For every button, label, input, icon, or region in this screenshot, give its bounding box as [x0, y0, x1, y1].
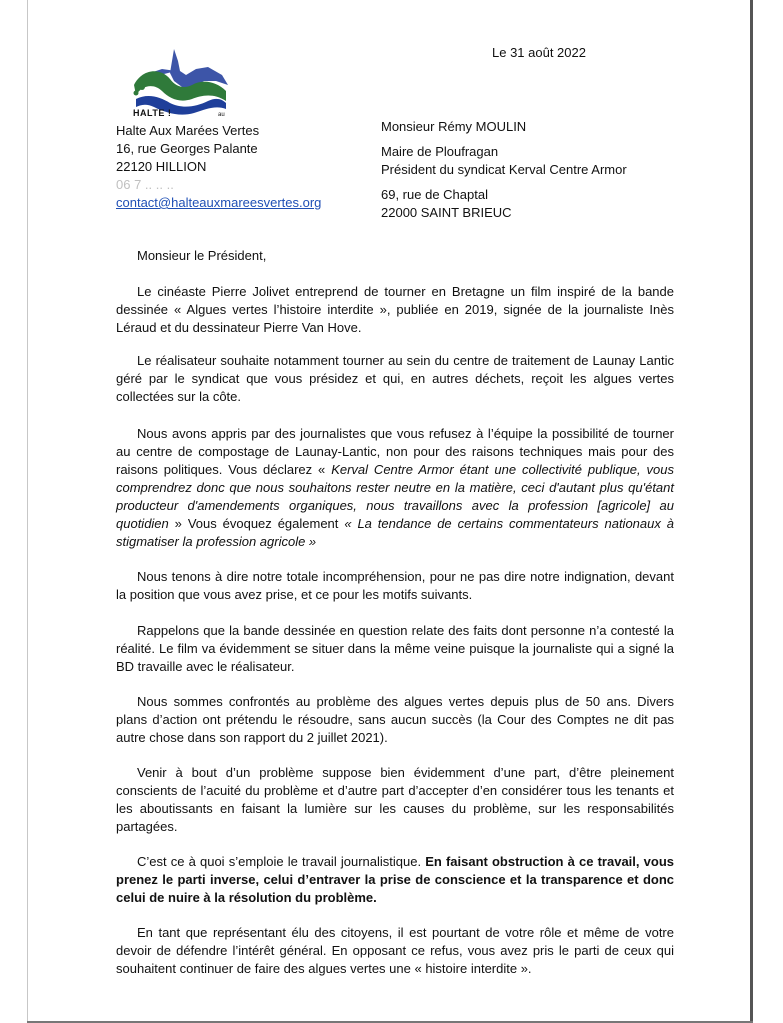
paragraph-9-text: En tant que représentant élu des citoyens, il est pourtant de votre rôle et même de votre devoir de défendre l’intérêt général. En opposant ce refus, vous avez pris le parti de ceux qui souhaitent continuer de faire des algues vertes une « histoire interdite ».: [116, 925, 674, 976]
paragraph-8-intro: C’est ce à quoi s’emploie le travail journalistique.: [137, 854, 426, 869]
paragraph-1-text: Le cinéaste Pierre Jolivet entreprend de tourner en Bretagne un film inspiré de la bande dessinée « Algues vertes l’histoire interdite », publiée en 2019, signée de la journaliste Inès Léraud et du dessinateur Pierre Van Hove.: [116, 284, 674, 335]
recipient-name: Monsieur Rémy MOULIN: [381, 119, 527, 134]
paragraph-3-link: » Vous évoquez également: [168, 516, 345, 531]
sender-email-link[interactable]: contact@halteauxmareesvertes.org: [116, 195, 322, 210]
paragraph-4: [116, 568, 674, 604]
paragraph-3-quote-1: Kerval Centre Armor étant une collectivité publique, vous comprendrez donc que nous souhaitons rester neutre en la matière, ceci d'autant plus qu'étant producteur d'amendements organiques, nous travaillons avec la profession [agricole] au quotidien: [116, 462, 674, 531]
salutation: [116, 247, 674, 265]
sender-name: Halte Aux Marées Vertes: [116, 123, 260, 138]
paragraph-4-text: Nous tenons à dire notre totale incompréhension, pour ne pas dire notre indignation, devant la position que vous avez prise, et ce pour les motifs suivants.: [116, 569, 674, 602]
logo-wordmark-small: au: [218, 112, 225, 118]
sender-street: 16, rue Georges Palante: [116, 141, 258, 156]
paragraph-2-text: Le réalisateur souhaite notamment tourner au sein du centre de traitement de Launay Lantic géré par le syndicat que vous présidez et qui, en autres déchets, reçoit les algues vertes collectées sur la côte.: [116, 353, 674, 404]
paragraph-5-text: Rappelons que la bande dessinée en question relate des faits dont personne n’a contesté la réalité. Le film va évidemment se situer dans la même veine puisque la journaliste qui a signé la BD travaille avec le réalisateur.: [116, 623, 674, 674]
recipient-street: 69, rue de Chaptal: [381, 187, 488, 202]
recipient-title-president: Président du syndicat Kerval Centre Armor: [381, 162, 627, 177]
sender-address: [116, 122, 321, 212]
paragraph-5: [116, 622, 674, 676]
paragraph-8-text: [116, 853, 674, 907]
paragraph-7: [116, 764, 674, 836]
paragraph-3: [116, 425, 674, 551]
recipient-city: 22000 SAINT BRIEUC: [381, 205, 512, 220]
paragraph-9: [116, 924, 674, 978]
paragraph-3-intro: Nous avons appris par des journalistes que vous refusez à l’équipe la possibilité de tourner au centre de compostage de Launay-Lantic, non pour des raisons techniques mais pour des raisons politiques. Vous déclarez «: [116, 426, 674, 477]
letter-date: Le 31 août 2022: [492, 45, 586, 60]
paragraph-8-emphasis: En faisant obstruction à ce travail, vous prenez le parti inverse, celui d’entraver la prise de conscience et la transparence et donc celui de nuire à la résolution du problème.: [116, 854, 674, 905]
paragraph-6: [116, 693, 674, 747]
paragraph-3-text: [116, 425, 674, 551]
page-edge-left: [27, 0, 28, 1023]
paragraph-7-text: Venir à bout d’un problème suppose bien évidemment d’une part, d’être pleinement conscients de l’acuité du problème et d’autre part d’accepter d’en considérer tous les tenants et les aboutissants en faisant la lumière sur les causes du problème, sur les responsabilités partagées.: [116, 765, 674, 834]
recipient-address: [381, 118, 627, 222]
sender-city: 22120 HILLION: [116, 159, 207, 174]
sender-phone: 06 7 .. .. ..: [116, 177, 174, 192]
paragraph-1: [116, 283, 674, 337]
paragraph-2: [116, 352, 674, 406]
recipient-title-mayor: Maire de Ploufragan: [381, 144, 499, 159]
salutation-text: Monsieur le Président,: [137, 248, 267, 263]
logo-wordmark: HALTE !: [133, 108, 172, 118]
page-edge-right: [750, 0, 753, 1023]
paragraph-6-text: Nous sommes confrontés au problème des algues vertes depuis plus de 50 ans. Divers plans d’action ont prétendu le résoudre, sans aucun succès (la Cour des Comptes ne dit pas autre chose dans son rapport du 2 juillet 2021).: [116, 694, 674, 745]
paragraph-3-quote-2: « La tendance de certains commentateurs nationaux à stigmatiser la profession agricole »: [116, 516, 674, 549]
paragraph-8: [116, 853, 674, 907]
